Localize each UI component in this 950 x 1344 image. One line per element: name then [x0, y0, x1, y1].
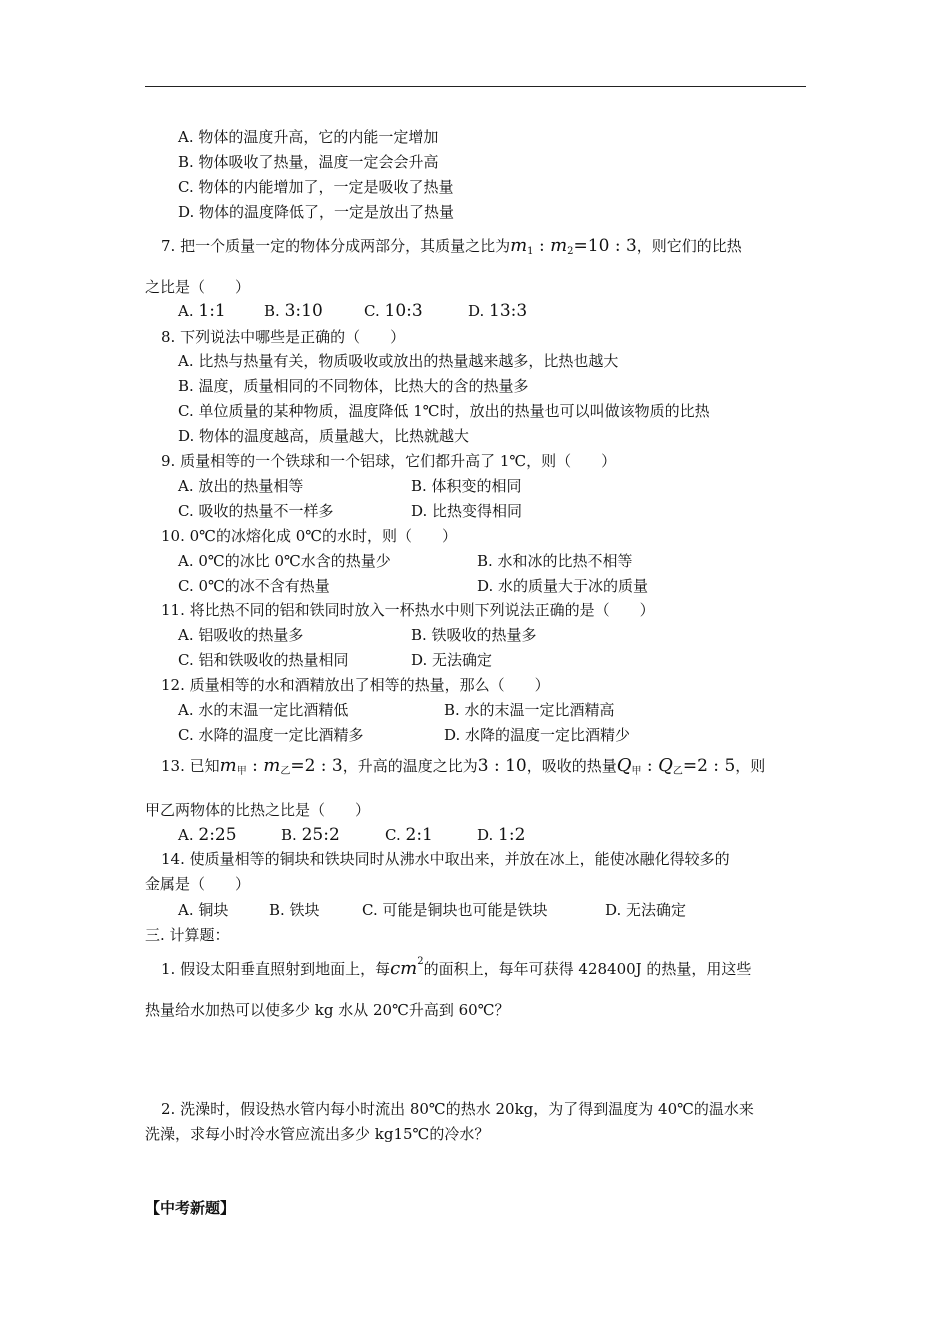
q13-option-d: D. 1:2: [477, 825, 526, 845]
q12-option-a: A. 水的末温一定比酒精低: [178, 701, 349, 719]
q13-option-a: A. 2:25: [178, 825, 237, 845]
q11-option-a: A. 铝吸收的热量多: [178, 626, 304, 644]
q8-option-d: D. 物体的温度越高，质量越大，比热就越大: [178, 427, 470, 445]
q10-option-b: B. 水和冰的比热不相等: [477, 552, 633, 570]
calc1-stem-cont: 热量给水加热可以使多少 kg 水从 20℃升高到 60℃？: [145, 1001, 510, 1019]
section-exam-title: 【中考新题】: [145, 1199, 236, 1217]
q12-option-c: C. 水降的温度一定比酒精多: [178, 726, 364, 744]
q6-option-b: B. 物体吸收了热量，温度一定会会升高: [178, 153, 439, 171]
q9-option-b: B. 体积变的相同: [411, 477, 522, 495]
q8-stem: 8. 下列说法中哪些是正确的（ ）: [161, 328, 406, 346]
calc2-stem-cont: 洗澡，求每小时冷水管应流出多少 kg15℃的冷水？: [145, 1125, 490, 1143]
q9-stem: 9. 质量相等的一个铁球和一个铝球，它们都升高了 1℃，则（ ）: [161, 452, 617, 470]
q9-option-c: C. 吸收的热量不一样多: [178, 502, 334, 520]
q10-option-a: A. 0℃的冰比 0℃水含的热量少: [178, 552, 391, 570]
section-calc-title: 三. 计算题：: [145, 926, 230, 944]
q11-stem: 11. 将比热不同的铝和铁同时放入一杯热水中则下列说法正确的是（ ）: [161, 601, 655, 619]
q13-option-b: B. 25:2: [281, 825, 340, 845]
q10-option-c: C. 0℃的冰不含有热量: [178, 577, 330, 595]
q7-option-b: B. 3:10: [264, 301, 323, 321]
q6-option-d: D. 物体的温度降低了，一定是放出了热量: [178, 203, 455, 221]
q13-option-c: C. 2:1: [385, 825, 433, 845]
q11-option-b: B. 铁吸收的热量多: [411, 626, 537, 644]
q8-option-b: B. 温度，质量相同的不同物体，比热大的含的热量多: [178, 377, 529, 395]
q12-option-b: B. 水的末温一定比酒精高: [444, 701, 615, 719]
q7-option-d: D. 13:3: [468, 301, 528, 321]
q8-option-c: C. 单位质量的某种物质，温度降低 1℃时，放出的热量也可以叫做该物质的比热: [178, 402, 710, 420]
q9-option-d: D. 比热变得相同: [411, 502, 523, 520]
q14-option-b: B. 铁块: [269, 901, 320, 919]
q7-option-c: C. 10:3: [364, 301, 423, 321]
q11-option-d: D. 无法确定: [411, 651, 493, 669]
q7-option-a: A. 1:1: [178, 301, 226, 321]
q10-option-d: D. 水的质量大于冰的质量: [477, 577, 649, 595]
q14-option-a: A. 铜块: [178, 901, 229, 919]
q6-option-c: C. 物体的内能增加了，一定是吸收了热量: [178, 178, 454, 196]
q12-option-d: D. 水降的温度一定比酒精少: [444, 726, 631, 744]
calc1-stem: 1. 假设太阳垂直照射到地面上，每$cm^2$的面积上，每年可获得 428400J 的热量，用这些: [161, 956, 752, 979]
q14-stem-cont: 金属是（ ）: [145, 875, 251, 893]
q9-option-a: A. 放出的热量相等: [178, 477, 304, 495]
q7-stem: 7. 把一个质量一定的物体分成两部分，其质量之比为$m_1$ : $m_2=10$ : 3，则它们的比热: [161, 235, 742, 257]
q6-option-a: A. 物体的温度升高，它的内能一定增加: [178, 128, 439, 146]
q7-stem-cont: 之比是（ ）: [145, 278, 251, 296]
q13-stem: 13. 已知$m_甲$ : $m_乙=2$ : 3，升高的温度之比为3 : 10，吸收的热量$Q_甲$ : $Q_乙=2$ : 5，则: [161, 755, 766, 777]
q14-option-c: C. 可能是铜块也可能是铁块: [362, 901, 548, 919]
q12-stem: 12. 质量相等的水和酒精放出了相等的热量，那么（ ）: [161, 676, 550, 694]
q11-option-c: C. 铝和铁吸收的热量相同: [178, 651, 349, 669]
q10-stem: 10. 0℃的冰熔化成 0℃的水时，则（ ）: [161, 527, 458, 545]
q14-option-d: D. 无法确定: [605, 901, 687, 919]
header-rule: [145, 86, 806, 87]
q13-stem-cont: 甲乙两物体的比热之比是（ ）: [145, 801, 371, 819]
q14-stem: 14. 使质量相等的铜块和铁块同时从沸水中取出来，并放在冰上，能使冰融化得较多的: [161, 850, 730, 868]
q8-option-a: A. 比热与热量有关，物质吸收或放出的热量越来越多，比热也越大: [178, 352, 619, 370]
calc2-stem: 2. 洗澡时，假设热水管内每小时流出 80℃的热水 20kg，为了得到温度为 40℃的温水来: [161, 1100, 754, 1118]
